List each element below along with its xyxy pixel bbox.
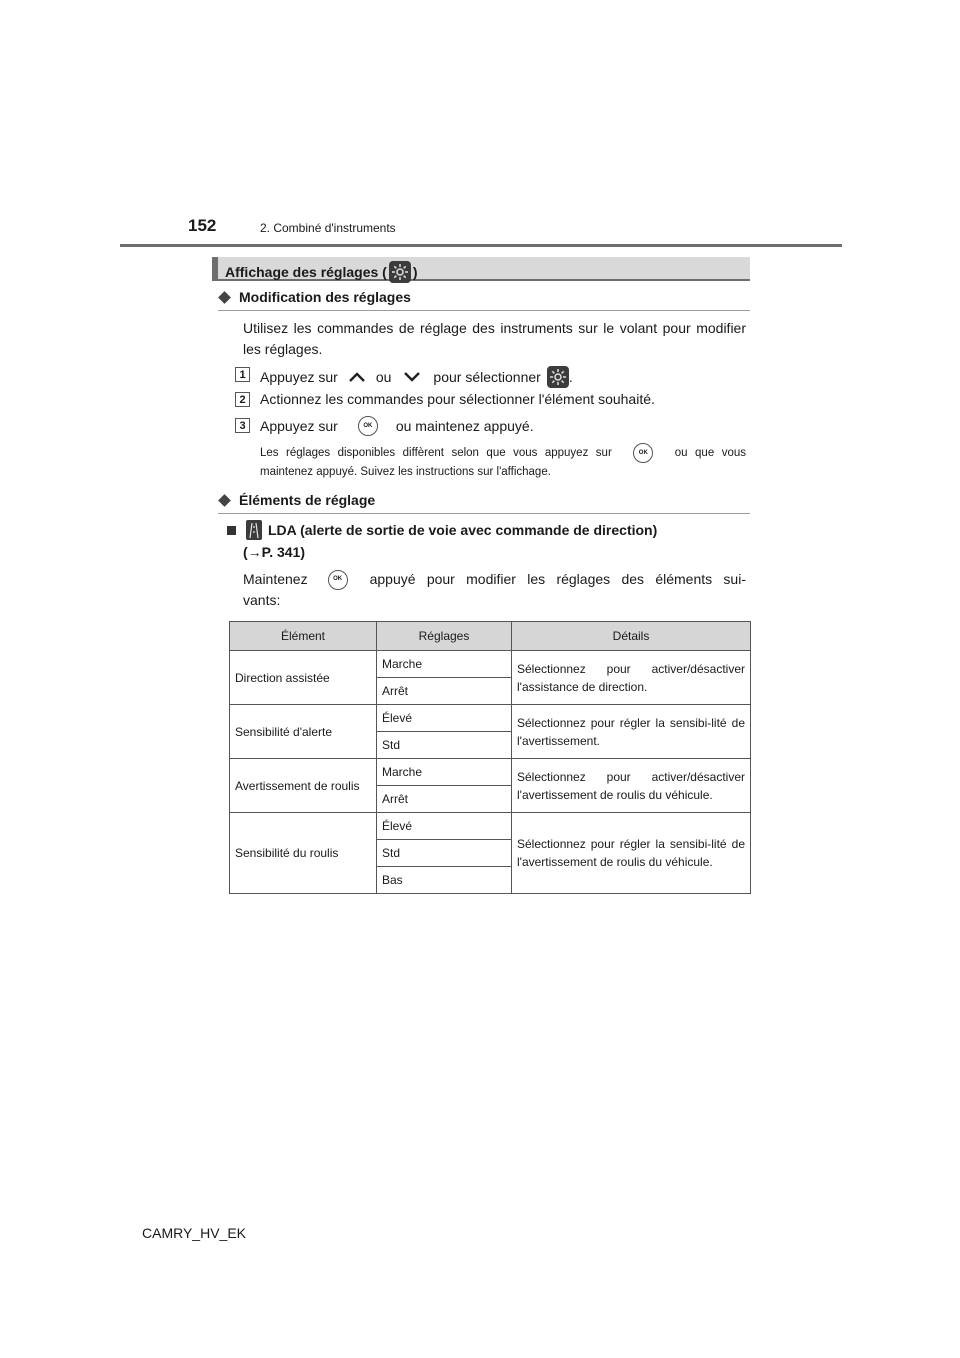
subsection-divider xyxy=(218,310,750,311)
modification-heading-text: Modification des réglages xyxy=(239,289,411,305)
table-header-details: Détails xyxy=(512,622,751,651)
lda-intro xyxy=(243,569,746,611)
step-2 xyxy=(260,391,655,407)
table-header-element: Élément xyxy=(230,622,377,651)
table-cell-setting: Std xyxy=(377,840,512,867)
lda-intro-c: vants: xyxy=(243,592,281,608)
step-1 xyxy=(260,366,573,388)
table-cell-item: Avertissement de roulis xyxy=(230,759,377,813)
ok-button-icon: OK xyxy=(358,416,378,436)
page-number: 152 xyxy=(188,216,217,235)
step-number-1: 1 xyxy=(235,367,250,382)
lda-reference: (→P. 341) xyxy=(243,544,305,560)
chevron-up-icon xyxy=(348,371,366,383)
lda-intro-a: Maintenez xyxy=(243,571,308,587)
table-cell-setting: Arrêt xyxy=(377,678,512,705)
gear-icon xyxy=(547,366,569,388)
table-row xyxy=(230,813,751,840)
section-title-start: Affichage des réglages ( xyxy=(225,264,387,280)
chapter-title: 2. Combiné d'instruments xyxy=(260,221,396,235)
step-3 xyxy=(260,416,534,436)
model-footer: CAMRY_HV_EK xyxy=(142,1225,247,1241)
table-cell-setting: Élevé xyxy=(377,813,512,840)
chevron-down-icon xyxy=(403,371,421,383)
table-cell-setting: Bas xyxy=(377,867,512,894)
modification-heading xyxy=(218,289,411,305)
lda-intro-b: appuyé pour modifier les réglages des éléments sui- xyxy=(369,571,746,587)
table-cell-item: Direction assistée xyxy=(230,651,377,705)
step-1-text-d: . xyxy=(568,369,573,385)
table-cell-setting: Marche xyxy=(377,759,512,786)
settings-table xyxy=(229,621,751,894)
table-cell-details: Sélectionnez pour activer/désactiver l'avertissement de roulis du véhicule. xyxy=(512,759,751,813)
table-cell-item: Sensibilité du roulis xyxy=(230,813,377,894)
modification-intro: Utilisez les commandes de réglage des instruments sur le volant pour modifier les réglages. xyxy=(243,320,746,357)
square-bullet-icon xyxy=(227,526,236,535)
step-1-text-a: Appuyez sur xyxy=(260,369,338,385)
ok-button-icon: OK xyxy=(633,443,653,463)
step-3-text-b: ou maintenez appuyé. xyxy=(395,418,534,434)
gear-icon xyxy=(389,261,411,283)
table-cell-details: Sélectionnez pour régler la sensibi-lité de l'avertissement. xyxy=(512,705,751,759)
table-cell-details: Sélectionnez pour régler la sensibi-lité de l'avertissement de roulis du véhicule. xyxy=(512,813,751,894)
table-cell-item: Sensibilité d'alerte xyxy=(230,705,377,759)
elements-heading xyxy=(218,492,375,508)
section-title xyxy=(225,261,418,283)
elements-heading-text: Éléments de réglage xyxy=(239,492,376,508)
table-cell-setting: Arrêt xyxy=(377,786,512,813)
step-3-text-a: Appuyez sur xyxy=(260,418,338,434)
table-cell-details: Sélectionnez pour activer/désactiver l'assistance de direction. xyxy=(512,651,751,705)
step-number-3: 3 xyxy=(235,418,250,433)
lda-title xyxy=(227,520,657,540)
step-1-text-b: ou xyxy=(375,369,392,385)
diamond-bullet-icon xyxy=(218,494,231,507)
subsection-divider xyxy=(218,513,750,514)
table-cell-setting: Élevé xyxy=(377,705,512,732)
table-header-settings: Réglages xyxy=(377,622,512,651)
note-text-a: Les réglages disponibles diffèrent selon que vous appuyez sur xyxy=(260,447,612,460)
note-text-b: ou que vous maintenez appuyé. Suivez les instructions sur l'affichage. xyxy=(260,447,746,479)
diamond-bullet-icon xyxy=(218,291,231,304)
ok-button-icon: OK xyxy=(328,570,348,590)
table-row xyxy=(230,651,751,678)
table-header-row xyxy=(230,622,751,651)
header-divider xyxy=(120,244,842,247)
table-cell-setting: Std xyxy=(377,732,512,759)
step-2-text: Actionnez les commandes pour sélectionner l'élément souhaité. xyxy=(260,391,655,407)
table-row xyxy=(230,705,751,732)
step-1-text-c: pour sélectionner xyxy=(433,369,541,385)
table-row xyxy=(230,759,751,786)
lda-title-text: LDA (alerte de sortie de voie avec commande de direction) xyxy=(268,522,658,538)
table-cell-setting: Marche xyxy=(377,651,512,678)
step-number-2: 2 xyxy=(235,392,250,407)
step-note xyxy=(260,443,746,482)
section-title-end: ) xyxy=(412,264,418,280)
lane-departure-icon xyxy=(246,520,262,540)
